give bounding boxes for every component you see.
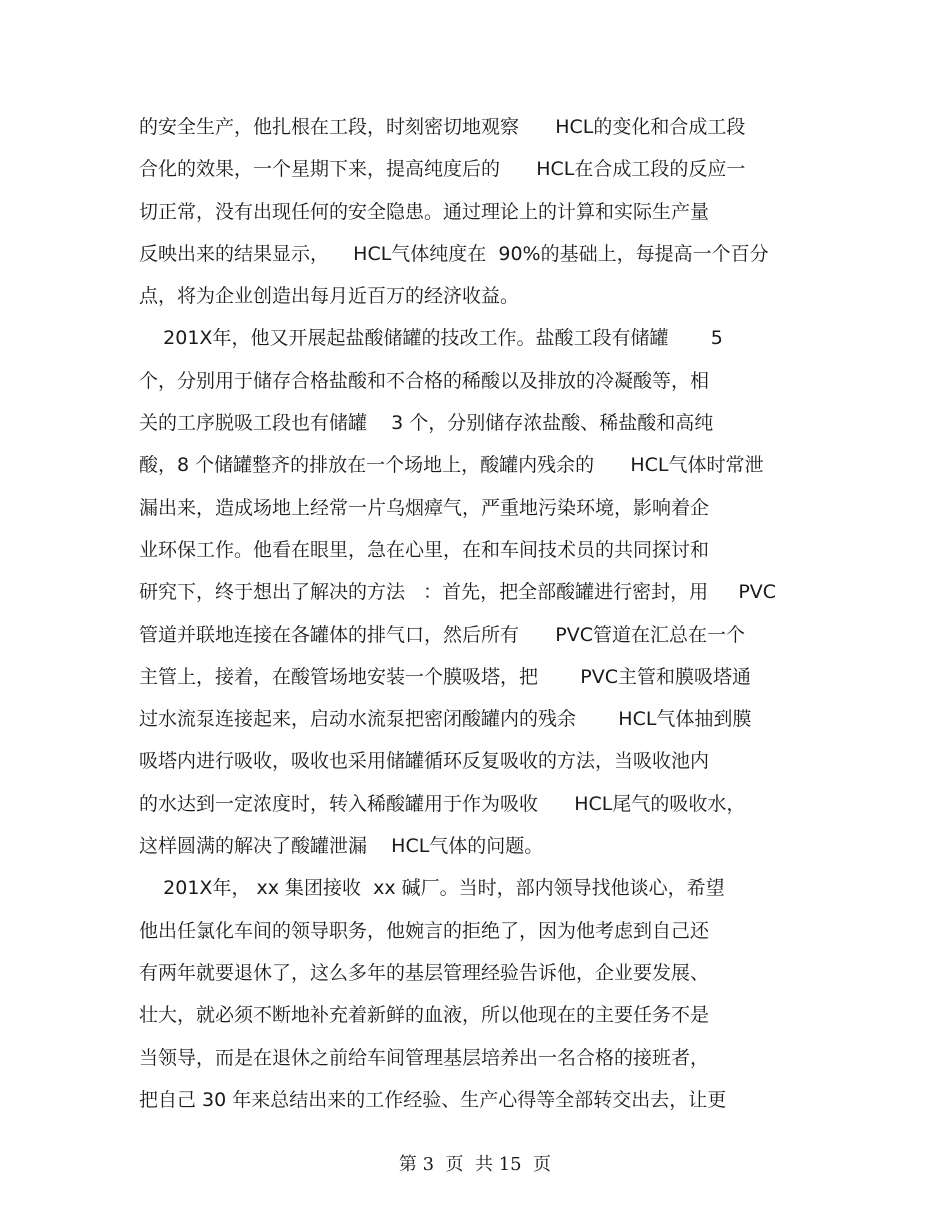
text-line: 201X年，他又开展起盐酸储罐的技改工作。盐酸工段有储罐 5 [139,327,723,350]
text-line: 研究下，终于想出了解决的方法 ：首先，把全部酸罐进行密封，用 PVC [139,581,777,604]
text-line: 201X年， xx 集团接收 xx 碱厂。当时，部内领导找他谈心，希望 [139,877,725,900]
text-line: 漏出来，造成场地上经常一片乌烟瘴气，严重地污染环境，影响着企 [139,496,710,519]
text-line: 酸，8 个储罐整齐的排放在一个场地上，酸罐内残余的 HCL气体时常泄 [139,454,764,477]
text-line: 反映出来的结果显示， HCL气体纯度在 90%的基础上，每提高一个百分 [139,242,769,265]
text-line: 的安全生产，他扎根在工段，时刻密切地观察 HCL的变化和合成工段 [139,116,746,138]
text-line: 管道并联地连接在各罐体的排气口，然后所有 PVC管道在汇总在一个 [139,623,745,646]
text-line: 关的工序脱吸工段也有储罐 3 个，分别储存浓盐酸、稀盐酸和高纯 [139,412,714,435]
text-line: 壮大，就必须不断地补充着新鲜的血液，所以他现在的主要任务不是 [139,1004,710,1027]
text-line: 业环保工作。他看在眼里，急在心里，在和车间技术员的共同探讨和 [139,538,710,561]
text-line: 点，将为企业创造出每月近百万的经济收益。 [139,285,520,308]
text-line: 合化的效果，一个星期下来，提高纯度后的 HCL在合成工段的反应一 [139,158,746,181]
text-line: 过水流泵连接起来，启动水流泵把密闭酸罐内的残余 HCL气体抽到膜 [139,708,752,731]
text-line: 切正常，没有出现任何的安全隐患。通过理论上的计算和实际生产量 [139,200,710,223]
text-line: 吸塔内进行吸收，吸收也采用储罐循环反复吸收的方法，当吸收池内 [139,750,710,773]
body-text [139,106,819,1121]
text-line: 当领导，而是在退休之前给车间管理基层培养出一名合格的接班者， [139,1046,710,1069]
text-line: 把自己 30 年来总结出来的工作经验、生产心得等全部转交出去，让更 [139,1088,727,1111]
text-line: 的水达到一定浓度时，转入稀酸罐用于作为吸收 HCL尾气的吸收水， [139,792,746,815]
text-line: 主管上，接着，在酸管场地安装一个膜吸塔，把 PVC主管和膜吸塔通 [139,665,752,688]
text-line: 有两年就要退休了，这么多年的基层管理经验告诉他，企业要发展、 [139,961,710,984]
text-line: 这样圆满的解决了酸罐泄漏 HCL气体的问题。 [139,835,544,858]
text-line: 他出任氯化车间的领导职务，他婉言的拒绝了，因为他考虑到自己还 [139,919,710,942]
page-number-footer: 第 3 页 共 15 页 [398,1154,552,1175]
text-line: 个，分别用于储存合格盐酸和不合格的稀酸以及排放的冷凝酸等，相 [139,369,710,392]
